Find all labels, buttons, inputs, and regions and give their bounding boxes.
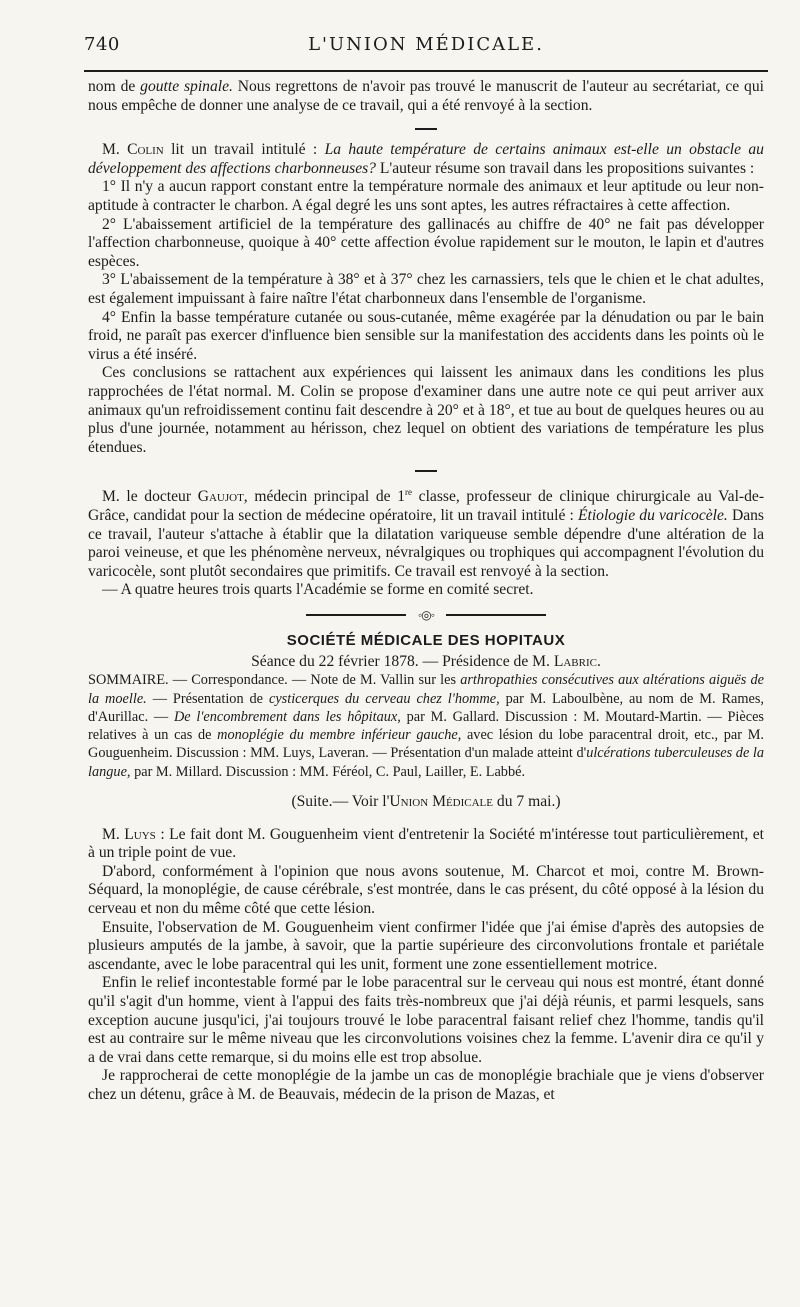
italic-run: monoplégie du membre inférieur gauche,: [217, 727, 462, 744]
speaker-name: M. Colin: [102, 141, 164, 159]
italic-run: cysticerques du cerveau chez l'homme,: [268, 690, 500, 707]
paragraph-luys-2: D'abord, conformément à l'opinion que nous avons soutenue, M. Charcot et moi, contre M. Brown-Séquard, la monoplégie, de cause cérébrale, s'est montrée, dans le cas présent, du côté opposé à la lésion du cerveau et non du même côté que cette lésion.: [88, 862, 764, 917]
paragraph-luys-3: Ensuite, l'observation de M. Gouguenheim vient confirmer l'idée que j'ai émise d'après des autopsies de plusieurs amputés de la jambe, à savoir, que la partie supérieure des circonvolutions frontale et pariétale ascendante, avec le lobe paracentral qui les unit, forment une zone essentiellement motrice.: [88, 918, 764, 973]
text-run: 1: [397, 488, 406, 506]
section-separator: [415, 470, 437, 472]
text-run: Nous regrettons de n'avoir pas trouvé le manuscrit de l'auteur au secrétariat, ce qui nous empêche de donner une analyse de ce travail, qui a été renvoyé à la section.: [88, 78, 764, 114]
president-name: Labric: [553, 652, 597, 670]
paragraph-colin-conclusion: Ces conclusions se rattachent aux expériences qui laissent les animaux dans les conditions les plus rapprochées de l'état normal. M. Colin se propose d'examiner dans une autre note ce qui peut arriver aux animaux qu'un refroidissement continu fait descendre à 20° et à 18°, et tue au bout de quelques heures ou au plus d'une journée, notamment au hérisson, chez lequel on obtient des variations de température les plus étendues.: [88, 364, 764, 456]
text-run: lit un travail intitulé :: [163, 141, 325, 159]
text-run: — Correspondance. — Note de M. Vallin sur les: [168, 672, 461, 689]
text-run: (Suite.— Voir l': [291, 793, 390, 810]
speaker-name: M. Luys: [102, 825, 156, 843]
article-body: [88, 78, 764, 1105]
paragraph-goutte-spinale: [88, 78, 764, 115]
text-run: : Le fait dont M. Gouguenheim vient d'entretenir la Société m'intéresse tout particulièrement, et à un triple point de vue.: [88, 825, 764, 862]
text-run: par M. Millard. Discussion : MM. Féréol, C. Paul, Lailler, E. Labbé.: [130, 763, 526, 780]
ornament-bar-right: [446, 614, 546, 616]
italic-run: ulcérations tuberculeuses de la langue,: [88, 745, 765, 780]
work-title: Étiologie du varicocèle.: [577, 507, 728, 525]
paragraph-luys-1: [88, 826, 764, 863]
proposition-2: 2° L'abaissement artificiel de la température des gallinacés au chiffre de 40° ne fait pas développer l'affection charbonneuse, quoique à 40° cette affection évolue rapidement sur le mouton, le lapin et d'autres espèces.: [88, 215, 764, 270]
text-run: par M. Laboulbène, au nom de M. Rames, d'Aurillac. —: [88, 690, 764, 725]
work-title: La haute température de certains animaux est-elle un obstacle au développement des affections charbonneuses?: [88, 141, 764, 177]
text-run: M. le docteur: [102, 488, 198, 506]
proposition-4: 4° Enfin la basse température cutanée ou sous-cutanée, même exagérée par la dénudation ou par le bain froid, ne paraît pas exercer d'influence bien sensible sur la manifestation des accidents dans les points où le virus a été inséré.: [88, 308, 764, 363]
header-rule: [84, 70, 768, 72]
text-run: du 7 mai.): [493, 793, 561, 810]
sommaire-label: SOMMAIRE.: [88, 672, 169, 689]
section-separator: [415, 128, 437, 130]
text-run: — Présentation de: [146, 690, 269, 707]
paragraph-luys-4: Enfin le relief incontestable formé par le lobe paracentral sur le cerveau qui nous est montré, étant donné qu'il s'agit d'un homme, vient à l'appui des faits très-nombreux que j'ai déjà réunis, et parmi lesquels, sans exception aucune jusqu'ici, j'ai toujours trouvé le lobe paracentral faisant relief chez l'homme, tandis qu'il est au contraire sur le même niveau que les circonvolutions voisines chez la femme. L'avenir dira ce qu'il y a de vrai dans cette remarque, si du moins elle est trop absolue.: [88, 974, 764, 1066]
text-run: nom de: [88, 78, 141, 95]
ornament-bar-left: [306, 614, 406, 616]
speaker-name: Gaujot: [197, 488, 244, 506]
superscript: re: [405, 487, 413, 498]
text-run: par M. Gallard. Discussion : M. Moutard-Martin. — Pièces relatives à un cas de: [88, 708, 764, 744]
proposition-1: 1° Il n'y a aucun rapport constant entre la température normale des animaux et leur aptitude ou leur non-aptitude à contracter le charbon. A égal degré les uns sont aptes, les autres réfractaires à cette affection.: [88, 178, 764, 214]
text-run: avec lésion du lobe paracentral droit, etc., par M. Gouguenheim. Discussion : MM. Luys, Laveran. — Présentation d'un malade atteint d': [88, 727, 764, 762]
text-run: L'auteur résume son travail dans les propositions suivantes :: [375, 159, 755, 177]
journal-name: Union Médicale: [389, 793, 493, 810]
seance-line: [88, 653, 764, 672]
italic-run: arthropathies consécutives aux altérations aiguës de la moelle.: [88, 672, 764, 707]
text-run: classe, professeur de clinique chirurgicale au Val-de-Grâce, candidat pour la section de médecine opératoire, lit un travail intitulé :: [88, 488, 765, 525]
page-header: [84, 34, 768, 58]
text-run: .: [596, 652, 601, 670]
ornamental-rule: [306, 608, 546, 623]
text-run: Séance du 22 février 1878. — Présidence de M.: [251, 652, 554, 670]
text-run: , médecin principal de: [243, 488, 398, 506]
running-head: L'UNION MÉDICALE.: [308, 34, 544, 55]
paragraph-colin-intro: [88, 141, 764, 178]
italic-run: De l'encombrement dans les hôpitaux,: [173, 708, 401, 725]
suite-note: [88, 793, 764, 812]
text-run: Dans ce travail, l'auteur s'attache à établir que la dilatation variqueuse semble dépendre d'une altération de la paroi veineuse, et que les phénomène nerveux, névralgiques ou trophiques qui accompagnent l'évolution du varicocèle, sont plutôt secondaires que primitifs. Ce travail est renvoyé à la section.: [88, 507, 764, 580]
paragraph-gaujot: [88, 483, 764, 581]
paragraph-closing: — A quatre heures trois quarts l'Académie se forme en comité secret.: [102, 581, 534, 599]
ornament-center: ◦◎◦: [418, 608, 434, 623]
section-heading: SOCIÉTÉ MÉDICALE DES HOPITAUX: [286, 632, 566, 650]
page-number: 740: [84, 34, 120, 55]
proposition-3: 3° L'abaissement de la température à 38° et à 37° chez les carnassiers, tels que le chien et le chat adultes, est également impuissant à faire naître l'état charbonneux dans l'ensemble de l'organisme.: [88, 271, 764, 307]
sommaire: [88, 671, 764, 781]
italic-run: goutte spinale.: [140, 78, 233, 95]
paragraph-luys-5: Je rapprocherai de cette monoplégie de la jambe un cas de monoplégie brachiale que je viens d'observer chez un détenu, grâce à M. de Beauvais, médecin de la prison de Mazas, et: [88, 1067, 764, 1103]
